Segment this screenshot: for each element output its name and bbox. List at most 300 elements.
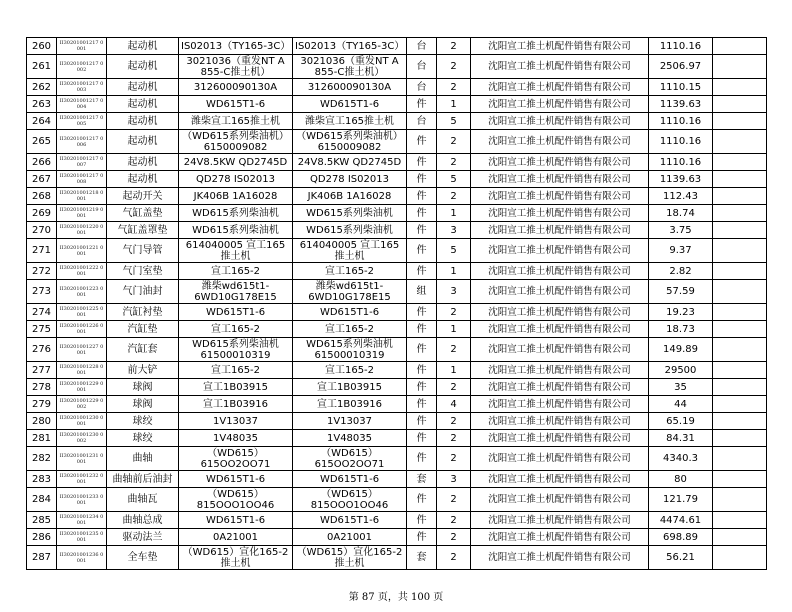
model-cell: JK406B 1A16028 xyxy=(293,188,407,205)
model-cell: 0A21001 xyxy=(293,529,407,546)
unit-cell: 件 xyxy=(407,338,437,362)
material-code-cell: II30201001217 0001 xyxy=(57,38,107,55)
table-row xyxy=(27,188,767,205)
row-number-cell: 270 xyxy=(27,222,57,239)
material-code-cell: II30201001219 0001 xyxy=(57,205,107,222)
model-cell: WD615T1-6 xyxy=(293,304,407,321)
quantity-cell: 3 xyxy=(437,222,471,239)
model-cell: 1V13037 xyxy=(293,413,407,430)
part-name-cell: 起动机 xyxy=(107,154,179,171)
model-cell: （WD615）815OOO1OO46 xyxy=(293,488,407,512)
supplier-cell: 沈阳宣工推土机配件销售有限公司 xyxy=(471,396,649,413)
material-code-cell: II30201001217 0006 xyxy=(57,130,107,154)
unit-price-cell: 35 xyxy=(649,379,713,396)
remark-blank-cell xyxy=(713,113,767,130)
unit-price-cell: 121.79 xyxy=(649,488,713,512)
row-number-cell: 261 xyxy=(27,55,57,79)
specification-cell: WD615系列柴油机 xyxy=(179,205,293,222)
specification-cell: （WD615）宣化165-2推土机 xyxy=(179,546,293,570)
unit-cell: 件 xyxy=(407,529,437,546)
part-name-cell: 曲轴瓦 xyxy=(107,488,179,512)
specification-cell: （WD615）815OOO1OO46 xyxy=(179,488,293,512)
unit-cell: 件 xyxy=(407,379,437,396)
material-code-cell: II30201001227 0001 xyxy=(57,338,107,362)
quantity-cell: 2 xyxy=(437,188,471,205)
row-number-cell: 267 xyxy=(27,171,57,188)
model-cell: 潍柴wd615t1-6WD10G178E15 xyxy=(293,280,407,304)
quantity-cell: 1 xyxy=(437,362,471,379)
material-code-cell: II30201001225 0001 xyxy=(57,304,107,321)
table-row xyxy=(27,413,767,430)
unit-price-cell: 9.37 xyxy=(649,239,713,263)
remark-blank-cell xyxy=(713,239,767,263)
supplier-cell: 沈阳宣工推土机配件销售有限公司 xyxy=(471,362,649,379)
table-row xyxy=(27,222,767,239)
part-name-cell: 球阀 xyxy=(107,396,179,413)
supplier-cell: 沈阳宣工推土机配件销售有限公司 xyxy=(471,379,649,396)
quantity-cell: 1 xyxy=(437,263,471,280)
remark-blank-cell xyxy=(713,362,767,379)
supplier-cell: 沈阳宣工推土机配件销售有限公司 xyxy=(471,488,649,512)
quantity-cell: 2 xyxy=(437,79,471,96)
supplier-cell: 沈阳宣工推土机配件销售有限公司 xyxy=(471,79,649,96)
quantity-cell: 2 xyxy=(437,546,471,570)
quantity-cell: 5 xyxy=(437,171,471,188)
model-cell: WD615T1-6 xyxy=(293,471,407,488)
specification-cell: 宣工165-2 xyxy=(179,263,293,280)
supplier-cell: 沈阳宣工推土机配件销售有限公司 xyxy=(471,471,649,488)
material-code-cell: II30201001218 0001 xyxy=(57,188,107,205)
quantity-cell: 2 xyxy=(437,338,471,362)
material-code-cell: II30201001220 0001 xyxy=(57,222,107,239)
quantity-cell: 1 xyxy=(437,205,471,222)
quantity-cell: 5 xyxy=(437,239,471,263)
table-row xyxy=(27,471,767,488)
part-name-cell: 起动机 xyxy=(107,38,179,55)
table-row xyxy=(27,239,767,263)
unit-price-cell: 3.75 xyxy=(649,222,713,239)
unit-cell: 组 xyxy=(407,280,437,304)
specification-cell: 312600090130A xyxy=(179,79,293,96)
part-name-cell: 气缸盖罩垫 xyxy=(107,222,179,239)
part-name-cell: 起动机 xyxy=(107,96,179,113)
specification-cell: 潍柴宣工165推土机 xyxy=(179,113,293,130)
unit-price-cell: 2506.97 xyxy=(649,55,713,79)
part-name-cell: 球阀 xyxy=(107,379,179,396)
unit-cell: 件 xyxy=(407,154,437,171)
remark-blank-cell xyxy=(713,130,767,154)
quantity-cell: 2 xyxy=(437,38,471,55)
part-name-cell: 气缸盖垫 xyxy=(107,205,179,222)
part-name-cell: 气门导管 xyxy=(107,239,179,263)
row-number-cell: 279 xyxy=(27,396,57,413)
remark-blank-cell xyxy=(713,222,767,239)
unit-cell: 件 xyxy=(407,239,437,263)
remark-blank-cell xyxy=(713,205,767,222)
material-code-cell: II30201001236 0001 xyxy=(57,546,107,570)
supplier-cell: 沈阳宣工推土机配件销售有限公司 xyxy=(471,239,649,263)
material-code-cell: II30201001229 0001 xyxy=(57,379,107,396)
unit-cell: 件 xyxy=(407,362,437,379)
model-cell: 宣工165-2 xyxy=(293,362,407,379)
model-cell: 24V8.5KW QD2745D xyxy=(293,154,407,171)
supplier-cell: 沈阳宣工推土机配件销售有限公司 xyxy=(471,222,649,239)
remark-blank-cell xyxy=(713,55,767,79)
supplier-cell: 沈阳宣工推土机配件销售有限公司 xyxy=(471,113,649,130)
material-code-cell: II30201001222 0001 xyxy=(57,263,107,280)
supplier-cell: 沈阳宣工推土机配件销售有限公司 xyxy=(471,154,649,171)
part-name-cell: 汽缸套 xyxy=(107,338,179,362)
unit-cell: 件 xyxy=(407,488,437,512)
quantity-cell: 4 xyxy=(437,396,471,413)
model-cell: WD615T1-6 xyxy=(293,512,407,529)
supplier-cell: 沈阳宣工推土机配件销售有限公司 xyxy=(471,512,649,529)
row-number-cell: 269 xyxy=(27,205,57,222)
unit-price-cell: 1139.63 xyxy=(649,171,713,188)
row-number-cell: 272 xyxy=(27,263,57,280)
quantity-cell: 2 xyxy=(437,488,471,512)
remark-blank-cell xyxy=(713,321,767,338)
parts-price-table-sheet xyxy=(26,37,766,570)
supplier-cell: 沈阳宣工推土机配件销售有限公司 xyxy=(471,171,649,188)
part-name-cell: 球绞 xyxy=(107,413,179,430)
unit-price-cell: 112.43 xyxy=(649,188,713,205)
unit-cell: 件 xyxy=(407,413,437,430)
quantity-cell: 2 xyxy=(437,154,471,171)
unit-price-cell: 1110.16 xyxy=(649,154,713,171)
material-code-cell: II30201001230 0001 xyxy=(57,413,107,430)
supplier-cell: 沈阳宣工推土机配件销售有限公司 xyxy=(471,529,649,546)
row-number-cell: 277 xyxy=(27,362,57,379)
model-cell: IS02013（TY165-3C） xyxy=(293,38,407,55)
specification-cell: （WD615）615OO2OO71 xyxy=(179,447,293,471)
model-cell: 1V48035 xyxy=(293,430,407,447)
row-number-cell: 264 xyxy=(27,113,57,130)
unit-cell: 件 xyxy=(407,222,437,239)
specification-cell: 3021036（重发NT A 855-C推土机） xyxy=(179,55,293,79)
quantity-cell: 5 xyxy=(437,113,471,130)
material-code-cell: II30201001217 0003 xyxy=(57,79,107,96)
table-row xyxy=(27,96,767,113)
unit-cell: 件 xyxy=(407,188,437,205)
model-cell: 3021036（重发NT A 855-C推土机） xyxy=(293,55,407,79)
specification-cell: 宣工165-2 xyxy=(179,362,293,379)
row-number-cell: 286 xyxy=(27,529,57,546)
specification-cell: （WD615系列柴油机）6150009082 xyxy=(179,130,293,154)
unit-cell: 件 xyxy=(407,171,437,188)
material-code-cell: II30201001233 0001 xyxy=(57,488,107,512)
part-name-cell: 起动机 xyxy=(107,171,179,188)
part-name-cell: 起动机 xyxy=(107,113,179,130)
part-name-cell: 汽缸垫 xyxy=(107,321,179,338)
specification-cell: 1V48035 xyxy=(179,430,293,447)
material-code-cell: II30201001217 0002 xyxy=(57,55,107,79)
unit-cell: 台 xyxy=(407,113,437,130)
quantity-cell: 1 xyxy=(437,96,471,113)
model-cell: QD278 IS02013 xyxy=(293,171,407,188)
parts-price-table xyxy=(26,37,767,570)
row-number-cell: 260 xyxy=(27,38,57,55)
row-number-cell: 280 xyxy=(27,413,57,430)
quantity-cell: 2 xyxy=(437,379,471,396)
remark-blank-cell xyxy=(713,379,767,396)
model-cell: （WD615）615OO2OO71 xyxy=(293,447,407,471)
supplier-cell: 沈阳宣工推土机配件销售有限公司 xyxy=(471,130,649,154)
part-name-cell: 起动开关 xyxy=(107,188,179,205)
material-code-cell: II30201001229 0002 xyxy=(57,396,107,413)
specification-cell: 614040005 宣工165推土机 xyxy=(179,239,293,263)
part-name-cell: 曲轴总成 xyxy=(107,512,179,529)
table-row xyxy=(27,447,767,471)
part-name-cell: 驱动法兰 xyxy=(107,529,179,546)
remark-blank-cell xyxy=(713,430,767,447)
page-footer: 第 87 页，共 100 页 xyxy=(348,592,444,603)
table-row xyxy=(27,362,767,379)
unit-cell: 件 xyxy=(407,430,437,447)
row-number-cell: 282 xyxy=(27,447,57,471)
unit-cell: 台 xyxy=(407,79,437,96)
material-code-cell: II30201001230 0002 xyxy=(57,430,107,447)
remark-blank-cell xyxy=(713,488,767,512)
material-code-cell: II30201001217 0007 xyxy=(57,154,107,171)
supplier-cell: 沈阳宣工推土机配件销售有限公司 xyxy=(471,38,649,55)
row-number-cell: 283 xyxy=(27,471,57,488)
remark-blank-cell xyxy=(713,96,767,113)
row-number-cell: 274 xyxy=(27,304,57,321)
remark-blank-cell xyxy=(713,188,767,205)
unit-price-cell: 1139.63 xyxy=(649,96,713,113)
part-name-cell: 起动机 xyxy=(107,55,179,79)
row-number-cell: 263 xyxy=(27,96,57,113)
model-cell: 宣工165-2 xyxy=(293,321,407,338)
remark-blank-cell xyxy=(713,546,767,570)
row-number-cell: 276 xyxy=(27,338,57,362)
row-number-cell: 262 xyxy=(27,79,57,96)
quantity-cell: 3 xyxy=(437,471,471,488)
quantity-cell: 2 xyxy=(437,430,471,447)
supplier-cell: 沈阳宣工推土机配件销售有限公司 xyxy=(471,447,649,471)
unit-cell: 件 xyxy=(407,447,437,471)
table-row xyxy=(27,512,767,529)
model-cell: 潍柴宣工165推土机 xyxy=(293,113,407,130)
table-row xyxy=(27,529,767,546)
supplier-cell: 沈阳宣工推土机配件销售有限公司 xyxy=(471,546,649,570)
table-row xyxy=(27,321,767,338)
unit-cell: 台 xyxy=(407,55,437,79)
part-name-cell: 球绞 xyxy=(107,430,179,447)
table-row xyxy=(27,38,767,55)
table-row xyxy=(27,379,767,396)
specification-cell: 0A21001 xyxy=(179,529,293,546)
remark-blank-cell xyxy=(713,79,767,96)
unit-price-cell: 18.74 xyxy=(649,205,713,222)
part-name-cell: 起动机 xyxy=(107,130,179,154)
unit-cell: 件 xyxy=(407,205,437,222)
unit-cell: 件 xyxy=(407,304,437,321)
quantity-cell: 2 xyxy=(437,529,471,546)
table-row xyxy=(27,130,767,154)
model-cell: WD615T1-6 xyxy=(293,96,407,113)
material-code-cell: II30201001228 0001 xyxy=(57,362,107,379)
specification-cell: 宣工1B03915 xyxy=(179,379,293,396)
specification-cell: 宣工1B03916 xyxy=(179,396,293,413)
model-cell: 312600090130A xyxy=(293,79,407,96)
table-row xyxy=(27,430,767,447)
row-number-cell: 265 xyxy=(27,130,57,154)
row-number-cell: 281 xyxy=(27,430,57,447)
material-code-cell: II30201001235 0001 xyxy=(57,529,107,546)
unit-cell: 件 xyxy=(407,396,437,413)
unit-cell: 套 xyxy=(407,546,437,570)
unit-price-cell: 29500 xyxy=(649,362,713,379)
specification-cell: 潍柴wd615t1-6WD10G178E15 xyxy=(179,280,293,304)
remark-blank-cell xyxy=(713,471,767,488)
material-code-cell: II30201001223 0001 xyxy=(57,280,107,304)
remark-blank-cell xyxy=(713,396,767,413)
model-cell: 宣工1B03916 xyxy=(293,396,407,413)
supplier-cell: 沈阳宣工推土机配件销售有限公司 xyxy=(471,205,649,222)
remark-blank-cell xyxy=(713,338,767,362)
row-number-cell: 275 xyxy=(27,321,57,338)
model-cell: 614040005 宣工165推土机 xyxy=(293,239,407,263)
specification-cell: 1V13037 xyxy=(179,413,293,430)
part-name-cell: 气门油封 xyxy=(107,280,179,304)
specification-cell: WD615T1-6 xyxy=(179,512,293,529)
row-number-cell: 266 xyxy=(27,154,57,171)
quantity-cell: 2 xyxy=(437,304,471,321)
unit-cell: 套 xyxy=(407,471,437,488)
model-cell: WD615系列柴油机 61500010319 xyxy=(293,338,407,362)
row-number-cell: 268 xyxy=(27,188,57,205)
supplier-cell: 沈阳宣工推土机配件销售有限公司 xyxy=(471,188,649,205)
model-cell: WD615系列柴油机 xyxy=(293,205,407,222)
unit-price-cell: 4474.61 xyxy=(649,512,713,529)
specification-cell: JK406B 1A16028 xyxy=(179,188,293,205)
table-row xyxy=(27,396,767,413)
part-name-cell: 全车垫 xyxy=(107,546,179,570)
remark-blank-cell xyxy=(713,512,767,529)
table-row xyxy=(27,263,767,280)
unit-price-cell: 1110.15 xyxy=(649,79,713,96)
supplier-cell: 沈阳宣工推土机配件销售有限公司 xyxy=(471,430,649,447)
material-code-cell: II30201001217 0004 xyxy=(57,96,107,113)
supplier-cell: 沈阳宣工推土机配件销售有限公司 xyxy=(471,280,649,304)
material-code-cell: II30201001234 0001 xyxy=(57,512,107,529)
material-code-cell: II30201001226 0001 xyxy=(57,321,107,338)
remark-blank-cell xyxy=(713,280,767,304)
unit-cell: 件 xyxy=(407,321,437,338)
row-number-cell: 278 xyxy=(27,379,57,396)
material-code-cell: II30201001232 0001 xyxy=(57,471,107,488)
model-cell: （WD615）宣化165-2推土机 xyxy=(293,546,407,570)
unit-cell: 件 xyxy=(407,263,437,280)
unit-price-cell: 18.73 xyxy=(649,321,713,338)
table-row xyxy=(27,304,767,321)
unit-cell: 台 xyxy=(407,38,437,55)
table-row xyxy=(27,488,767,512)
remark-blank-cell xyxy=(713,447,767,471)
part-name-cell: 起动机 xyxy=(107,79,179,96)
model-cell: 宣工165-2 xyxy=(293,263,407,280)
unit-price-cell: 19.23 xyxy=(649,304,713,321)
specification-cell: 24V8.5KW QD2745D xyxy=(179,154,293,171)
supplier-cell: 沈阳宣工推土机配件销售有限公司 xyxy=(471,263,649,280)
supplier-cell: 沈阳宣工推土机配件销售有限公司 xyxy=(471,55,649,79)
quantity-cell: 2 xyxy=(437,512,471,529)
unit-price-cell: 57.59 xyxy=(649,280,713,304)
unit-cell: 件 xyxy=(407,96,437,113)
material-code-cell: II30201001231 0001 xyxy=(57,447,107,471)
row-number-cell: 287 xyxy=(27,546,57,570)
part-name-cell: 气门室垫 xyxy=(107,263,179,280)
unit-price-cell: 698.89 xyxy=(649,529,713,546)
specification-cell: 宣工165-2 xyxy=(179,321,293,338)
unit-price-cell: 44 xyxy=(649,396,713,413)
remark-blank-cell xyxy=(713,263,767,280)
table-row xyxy=(27,338,767,362)
specification-cell: QD278 IS02013 xyxy=(179,171,293,188)
supplier-cell: 沈阳宣工推土机配件销售有限公司 xyxy=(471,413,649,430)
part-name-cell: 曲轴前后油封 xyxy=(107,471,179,488)
specification-cell: WD615T1-6 xyxy=(179,471,293,488)
supplier-cell: 沈阳宣工推土机配件销售有限公司 xyxy=(471,96,649,113)
row-number-cell: 284 xyxy=(27,488,57,512)
material-code-cell: II30201001221 0001 xyxy=(57,239,107,263)
quantity-cell: 2 xyxy=(437,130,471,154)
unit-price-cell: 4340.3 xyxy=(649,447,713,471)
model-cell: 宣工1B03915 xyxy=(293,379,407,396)
remark-blank-cell xyxy=(713,154,767,171)
row-number-cell: 285 xyxy=(27,512,57,529)
quantity-cell: 2 xyxy=(437,55,471,79)
unit-price-cell: 1110.16 xyxy=(649,38,713,55)
specification-cell: IS02013（TY165-3C） xyxy=(179,38,293,55)
specification-cell: WD615系列柴油机 61500010319 xyxy=(179,338,293,362)
material-code-cell: II30201001217 0008 xyxy=(57,171,107,188)
table-row xyxy=(27,55,767,79)
part-name-cell: 前大铲 xyxy=(107,362,179,379)
unit-price-cell: 56.21 xyxy=(649,546,713,570)
remark-blank-cell xyxy=(713,304,767,321)
part-name-cell: 汽缸衬垫 xyxy=(107,304,179,321)
unit-price-cell: 1110.16 xyxy=(649,113,713,130)
unit-price-cell: 1110.16 xyxy=(649,130,713,154)
unit-cell: 件 xyxy=(407,512,437,529)
quantity-cell: 3 xyxy=(437,280,471,304)
row-number-cell: 273 xyxy=(27,280,57,304)
unit-price-cell: 2.82 xyxy=(649,263,713,280)
quantity-cell: 2 xyxy=(437,447,471,471)
supplier-cell: 沈阳宣工推土机配件销售有限公司 xyxy=(471,304,649,321)
part-name-cell: 曲轴 xyxy=(107,447,179,471)
remark-blank-cell xyxy=(713,38,767,55)
material-code-cell: II30201001217 0005 xyxy=(57,113,107,130)
specification-cell: WD615系列柴油机 xyxy=(179,222,293,239)
model-cell: （WD615系列柴油机）6150009082 xyxy=(293,130,407,154)
remark-blank-cell xyxy=(713,529,767,546)
specification-cell: WD615T1-6 xyxy=(179,304,293,321)
remark-blank-cell xyxy=(713,413,767,430)
supplier-cell: 沈阳宣工推土机配件销售有限公司 xyxy=(471,321,649,338)
table-row xyxy=(27,280,767,304)
supplier-cell: 沈阳宣工推土机配件销售有限公司 xyxy=(471,338,649,362)
quantity-cell: 2 xyxy=(437,413,471,430)
remark-blank-cell xyxy=(713,171,767,188)
table-row xyxy=(27,113,767,130)
model-cell: WD615系列柴油机 xyxy=(293,222,407,239)
quantity-cell: 1 xyxy=(437,321,471,338)
unit-price-cell: 80 xyxy=(649,471,713,488)
